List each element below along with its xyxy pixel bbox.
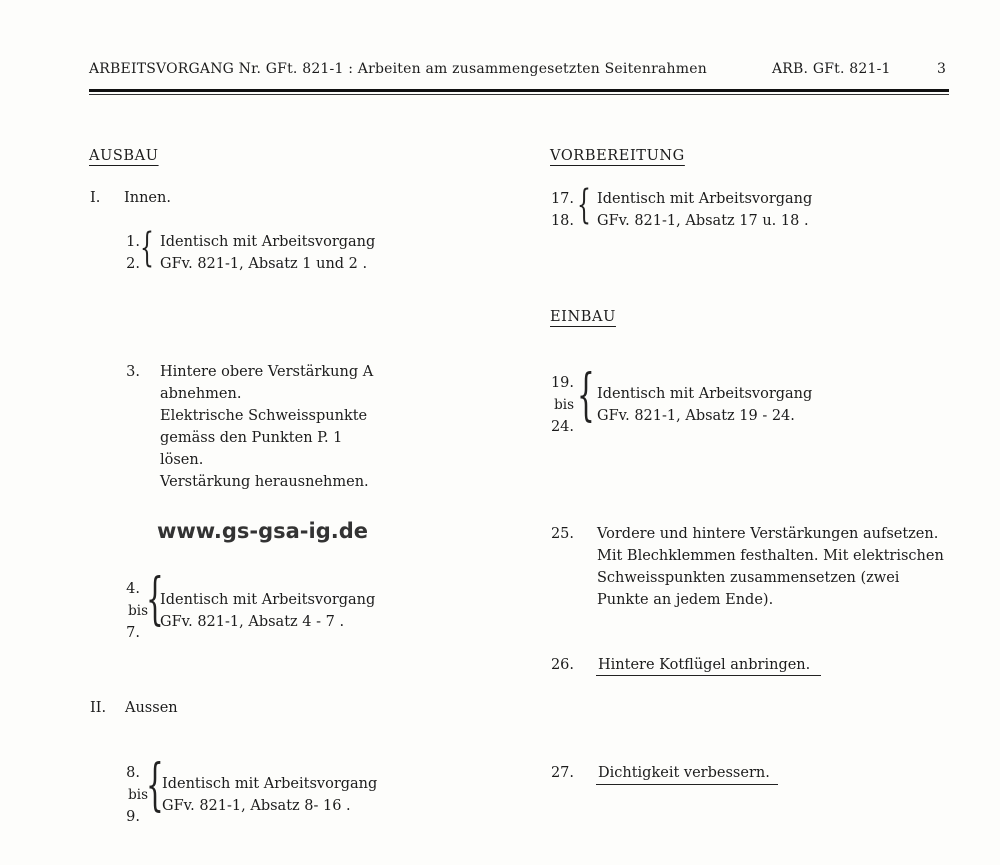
reference-line: Identisch mit Arbeitsvorgang: [597, 191, 813, 207]
step-text: Verstärkung herausnehmen.: [160, 474, 369, 490]
part-numeral-1: I.: [90, 190, 101, 206]
step-number: 7.: [126, 625, 140, 641]
reference-line: GFv. 821-1, Absatz 17 u. 18 .: [597, 213, 809, 229]
step-text: Hintere obere Verstärkung A: [160, 364, 374, 380]
step-number: 9.: [126, 809, 140, 825]
reference-line: Identisch mit Arbeitsvorgang: [597, 386, 813, 402]
step-text: lösen.: [160, 452, 204, 468]
step-number: 25.: [550, 526, 574, 542]
brace-icon: {: [146, 753, 164, 818]
header-code: ARB. GFt. 821-1: [772, 61, 891, 77]
brace-icon: {: [577, 182, 591, 228]
part-numeral-2: II.: [90, 700, 107, 716]
underline: [596, 675, 821, 676]
step-number: 26.: [550, 657, 574, 673]
brace-icon: {: [577, 363, 595, 428]
step-number: 27.: [550, 765, 574, 781]
reference-line: Identisch mit Arbeitsvorgang: [162, 776, 378, 792]
section-title-vorbereitung: VORBEREITUNG: [550, 148, 685, 164]
header-title: ARBEITSVORGANG Nr. GFt. 821-1 : Arbeiten am zusammengesetzten Seitenrahmen: [89, 61, 707, 77]
part-label-aussen: Aussen: [125, 700, 178, 716]
part-label-innen: Innen.: [124, 190, 171, 206]
step-text: Punkte an jedem Ende).: [597, 592, 774, 608]
section-title-einbau: EINBAU: [550, 309, 616, 325]
page-number: 3: [937, 61, 947, 77]
brace-icon: {: [146, 567, 164, 632]
range-bis: bis: [128, 787, 148, 803]
section-title-ausbau: AUSBAU: [89, 148, 159, 164]
range-bis: bis: [554, 397, 574, 413]
step-number: 17.: [550, 191, 574, 207]
step-number: 24.: [550, 419, 574, 435]
step-number: 2.: [126, 256, 140, 272]
step-text: Schweisspunkten zusammensetzen (zwei: [597, 570, 900, 586]
watermark-url: www.gs-gsa-ig.de: [157, 519, 368, 543]
underline: [596, 784, 778, 785]
reference-line: GFv. 821-1, Absatz 19 - 24.: [597, 408, 795, 424]
reference-line: GFv. 821-1, Absatz 8- 16 .: [162, 798, 351, 814]
step-number: 1.: [126, 234, 140, 250]
step-text: Elektrische Schweisspunkte: [160, 408, 368, 424]
range-bis: bis: [128, 603, 148, 619]
reference-line: Identisch mit Arbeitsvorgang: [160, 234, 376, 250]
reference-line: Identisch mit Arbeitsvorgang: [160, 592, 376, 608]
step-text: Hintere Kotflügel anbringen.: [598, 657, 811, 673]
reference-line: GFv. 821-1, Absatz 4 - 7 .: [160, 614, 345, 630]
step-text: Dichtigkeit verbessern.: [598, 765, 770, 781]
step-text: Mit Blechklemmen festhalten. Mit elektrischen: [597, 548, 944, 564]
step-number: 4.: [126, 581, 140, 597]
step-number: 3.: [126, 364, 140, 380]
step-number: 18.: [550, 213, 574, 229]
reference-line: GFv. 821-1, Absatz 1 und 2 .: [160, 256, 368, 272]
step-text: gemäss den Punkten P. 1: [160, 430, 343, 446]
step-text: Vordere und hintere Verstärkungen aufsetzen.: [597, 526, 939, 542]
step-text: abnehmen.: [160, 386, 242, 402]
brace-icon: {: [140, 225, 154, 271]
header-rule-thin: [89, 94, 949, 95]
header-rule: [89, 89, 949, 92]
step-number: 8.: [126, 765, 140, 781]
step-number: 19.: [550, 375, 574, 391]
